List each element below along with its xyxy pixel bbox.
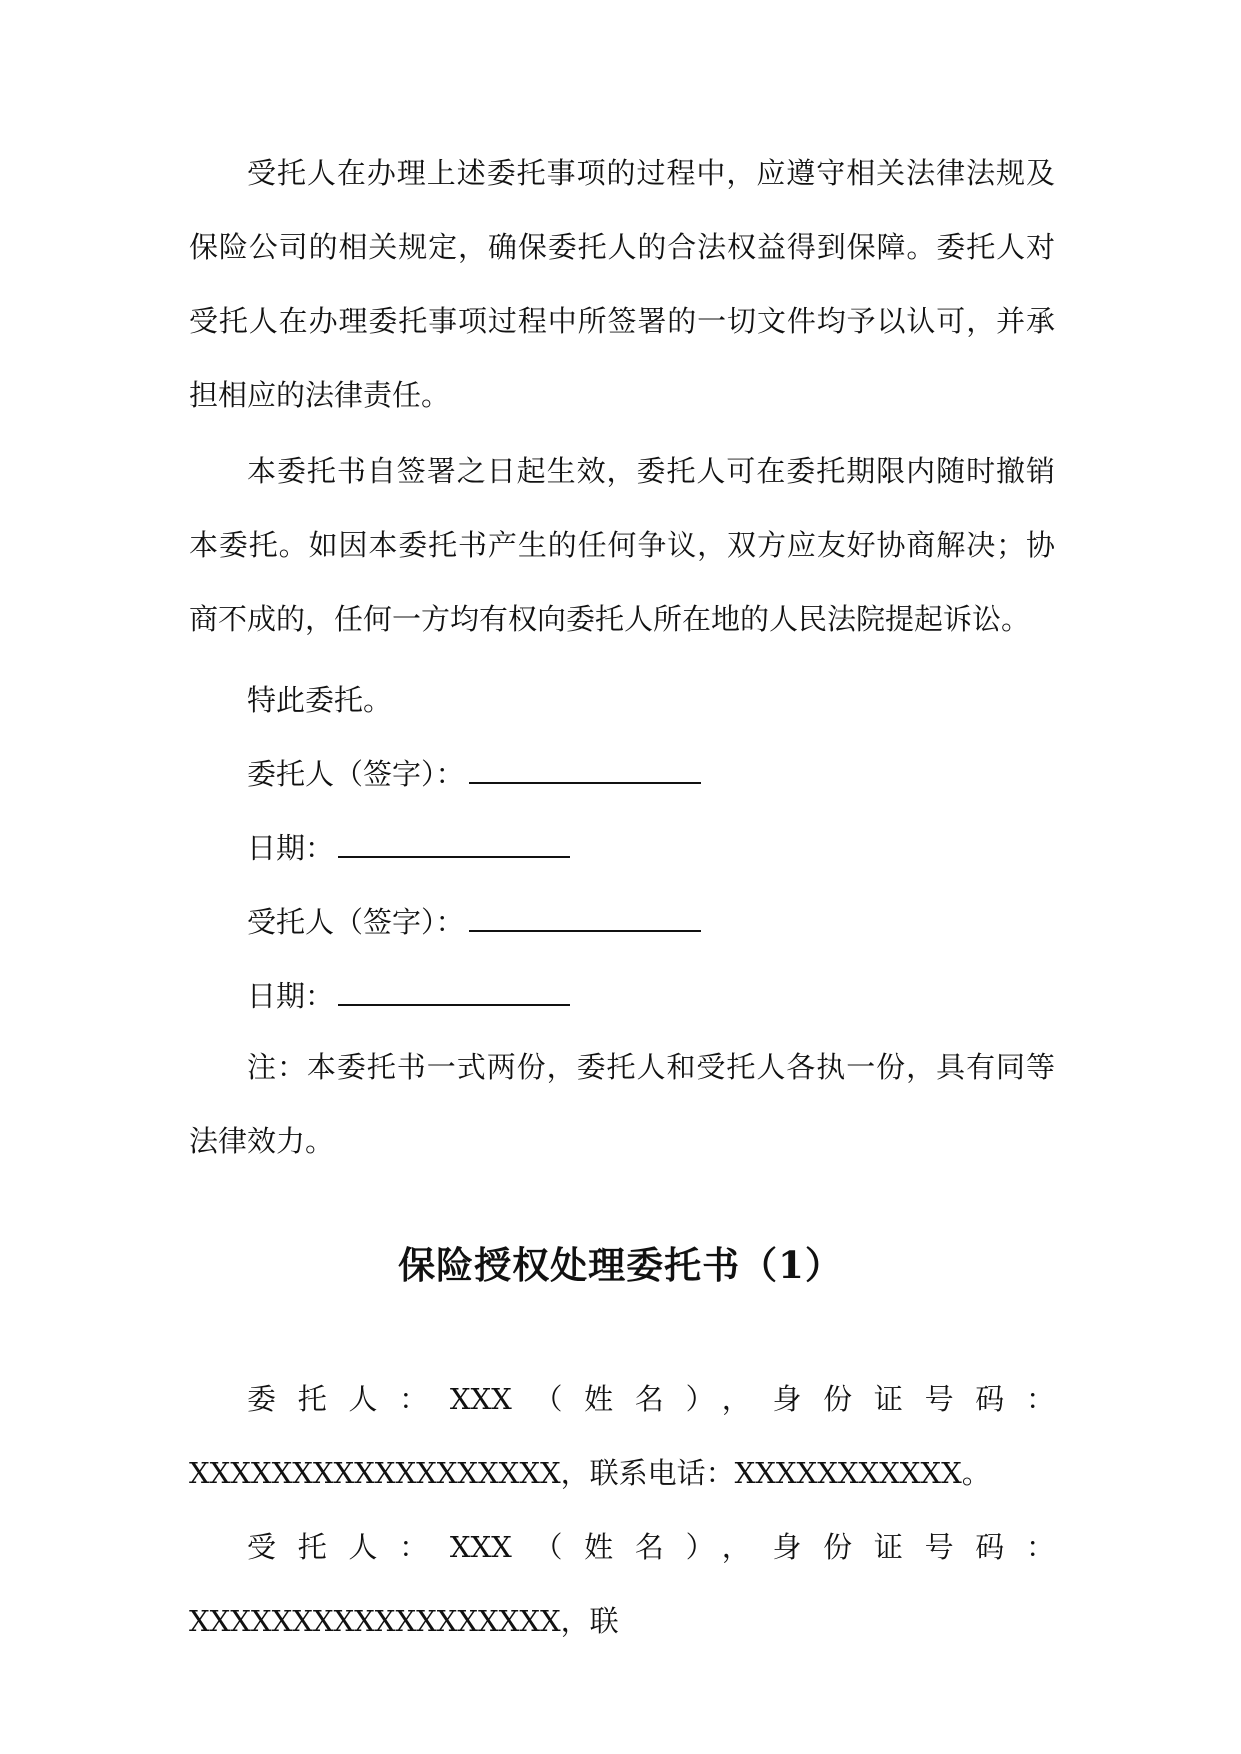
agent-signature-line [247,902,701,942]
principal-signature-line [247,754,701,794]
agent-date-line [247,976,570,1016]
paragraph-principal-info: 委托人：XXX（姓名），身份证号码：XXXXXXXXXXXXXXXXXX，联系电话：XXXXXXXXXXX。 [189,1382,1055,1490]
principal-signature-label: 委托人（签字）： [247,757,465,791]
paragraph-agent-obligations: 受托人在办理上述委托事项的过程中，应遵守相关法律法规及保险公司的相关规定，确保委托人的合法权益得到保障。委托人对受托人在办理委托事项过程中所签署的一切文件均予以认可，并承担相应的法律责任。 [189,156,1055,412]
paragraph-agent-info: 受托人：XXX（姓名），身份证号码：XXXXXXXXXXXXXXXXXX，联 [189,1530,1055,1638]
agent-date-label: 日期： [247,979,335,1013]
principal-date-label: 日期： [247,831,335,865]
document-title: 保险授权处理委托书（1） [398,1243,843,1287]
closing-statement: 特此委托。 [247,683,393,717]
principal-signature-blank [469,756,701,784]
agent-signature-label: 受托人（签字）： [247,905,465,939]
principal-date-blank [338,830,570,858]
agent-signature-blank [469,904,701,932]
principal-date-line [247,828,570,868]
paragraph-note: 注：本委托书一式两份，委托人和受托人各执一份，具有同等法律效力。 [189,1050,1055,1158]
paragraph-effectiveness: 本委托书自签署之日起生效，委托人可在委托期限内随时撤销本委托。如因本委托书产生的任何争议，双方应友好协商解决；协商不成的，任何一方均有权向委托人所在地的人民法院提起诉讼。 [189,454,1055,636]
agent-date-blank [338,978,570,1006]
